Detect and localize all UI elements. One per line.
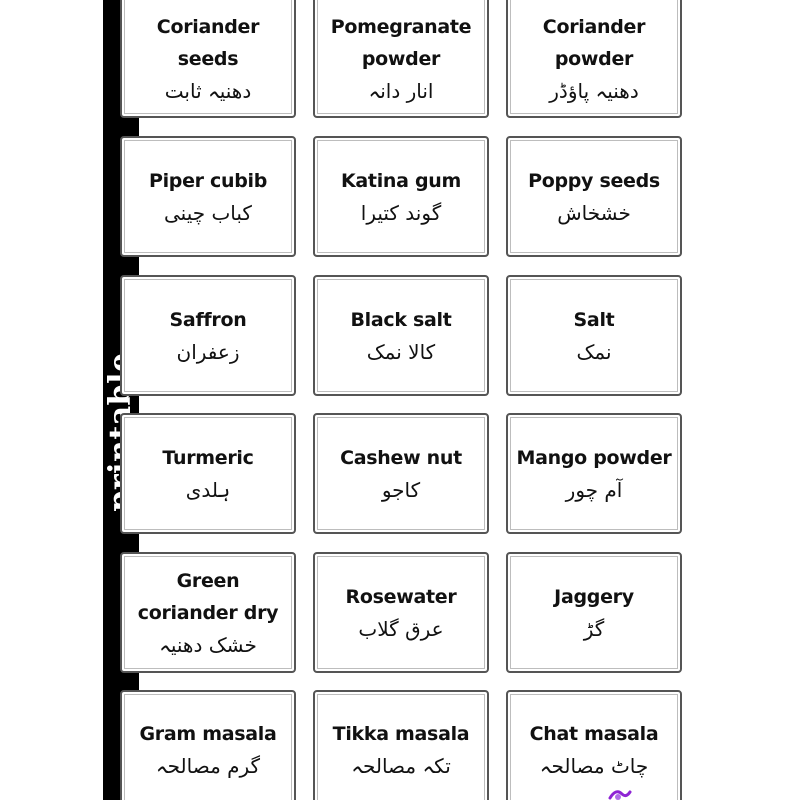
label-urdu: دھنیہ ثابت <box>164 79 252 103</box>
label-card-coriander-seeds <box>120 0 296 118</box>
label-urdu: گوند کتیرا <box>360 200 442 225</box>
label-card-salt <box>506 275 682 396</box>
label-card-mango-powder <box>506 413 682 534</box>
label-card-turmeric <box>120 413 296 534</box>
label-urdu: آم چور <box>565 477 623 502</box>
label-urdu: زعفران <box>176 339 240 364</box>
label-card-gram-masala <box>120 690 296 800</box>
label-english: Poppy seeds <box>528 169 660 192</box>
label-card-katina-gum <box>313 136 489 257</box>
label-urdu: گڑ <box>583 616 605 641</box>
label-card-tikka-masala <box>313 690 489 800</box>
label-urdu: انار دانہ <box>368 79 434 103</box>
label-card-green-coriander-dry <box>120 552 296 673</box>
label-urdu: کاجو <box>381 477 421 502</box>
purple-swirl-icon <box>606 782 640 800</box>
label-english: Coriander seeds <box>156 16 260 70</box>
label-english: Turmeric <box>162 446 254 469</box>
label-english: Katina gum <box>340 169 462 192</box>
label-urdu: کباب چینی <box>164 200 252 225</box>
label-urdu: چاٹ مصالحہ <box>539 754 649 778</box>
label-english: Jaggery <box>554 585 634 608</box>
label-english: Gram masala <box>139 723 277 745</box>
label-card-saffron <box>120 275 296 396</box>
label-english: Cashew nut <box>340 446 462 469</box>
label-card-jaggery <box>506 552 682 673</box>
label-urdu: نمک <box>576 339 612 364</box>
label-urdu: دھنیہ پاؤڈر <box>549 79 639 103</box>
label-english: Green coriander dry <box>137 569 279 624</box>
label-urdu: کالا نمک <box>366 339 436 364</box>
label-card-chat-masala <box>506 690 682 800</box>
label-urdu: عرق گلاب <box>358 616 444 641</box>
label-card-cashew-nut <box>313 413 489 534</box>
label-english: Saffron <box>169 308 247 331</box>
label-card-black-salt <box>313 275 489 396</box>
label-urdu: گرم مصالحہ <box>155 754 261 778</box>
label-urdu: ہلدی <box>185 477 231 502</box>
label-english: Pomegranate powder <box>330 16 472 70</box>
label-card-coriander-powder <box>506 0 682 118</box>
label-english: Mango powder <box>516 446 672 469</box>
label-card-piper-cubib <box>120 136 296 257</box>
label-english: Chat masala <box>529 723 659 745</box>
label-urdu: خشخاش <box>557 200 631 225</box>
label-urdu: تکہ مصالحہ <box>351 754 451 778</box>
label-english: Tikka masala <box>332 723 470 745</box>
label-english: Black salt <box>350 308 452 331</box>
label-urdu: خشک دھنیہ <box>159 632 257 657</box>
label-card-poppy-seeds <box>506 136 682 257</box>
label-english: Coriander powder <box>542 16 646 70</box>
label-english: Salt <box>573 308 615 331</box>
label-english: Rosewater <box>345 585 457 608</box>
label-card-rosewater <box>313 552 489 673</box>
label-english: Piper cubib <box>148 169 268 192</box>
label-card-pomegranate-powder <box>313 0 489 118</box>
